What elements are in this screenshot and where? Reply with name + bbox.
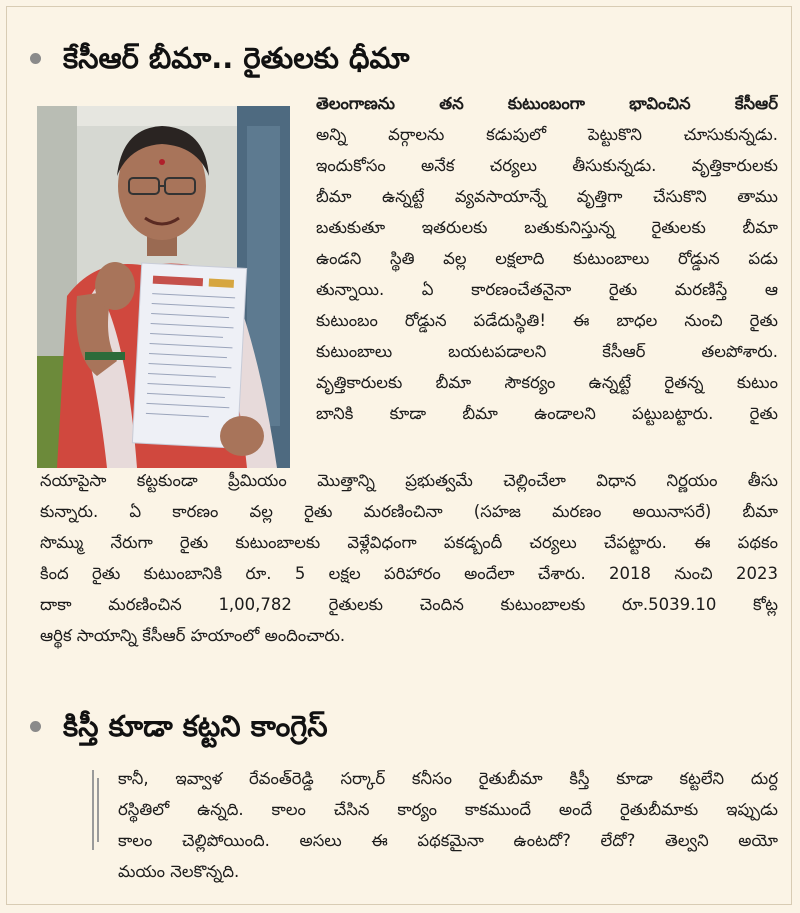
text-line: బానికి కూడా బీమా ఉండాలని పట్టుబట్టారు. రైతు xyxy=(316,404,778,423)
text-line: సొమ్ము నేరుగా రైతు కుటుంబాలకు వెళ్లేవిధంగా పకడ్బందీ చర్యలు చేపట్టారు. ఈ పథకం xyxy=(40,533,778,552)
text-line: తెలంగాణను తన కుటుంబంగా భావించిన కేసీఆర్ xyxy=(316,94,778,113)
bullet-icon xyxy=(30,53,41,64)
bullet-icon xyxy=(30,721,41,732)
text-line: కున్నారు. ఏ కారణం వల్ల రైతు మరణించినా (సహజ మరణం అయినాసరే) బీమా xyxy=(40,502,778,521)
heading-2-text: కిస్తీ కూడా కట్టని కాంగ్రెస్ xyxy=(63,709,328,743)
text-line: బీమా ఉన్నట్టే వ్యవసాయాన్నే వృత్తిగా చేసుకొని తాము xyxy=(316,187,778,206)
text-line: తున్నాయి. ఏ కారణంచేతనైనా రైతు మరణిస్తే ఆ xyxy=(316,280,778,299)
text-line: అన్ని వర్గాలను కడుపులో పెట్టుకొని చూసుకున్నడు. xyxy=(316,125,778,144)
heading-1-text: కేసీఆర్ బీమా.. రైతులకు ధీమా xyxy=(63,41,410,75)
text-line: వృత్తికారులకు బీమా సౌకర్యం ఉన్నట్టే రైతన్న కుటుం xyxy=(316,373,778,392)
paragraph-3 xyxy=(118,763,778,887)
photo-illustration xyxy=(37,106,290,468)
section-heading-1 xyxy=(30,40,410,76)
section-heading-2 xyxy=(30,708,328,744)
paragraph-1 xyxy=(316,88,778,429)
paragraph-2 xyxy=(40,465,778,651)
text-line: రస్థితిలో ఉన్నది. కాలం చేసిన కార్యం కాకముందే అందే రైతుబీమాకు ఇప్పుడు xyxy=(118,800,778,819)
text-line: కాలం చెల్లిపోయింది. అసలు ఈ పథకమైనా ఉంటదో? లేదో? తెల్వని అయో xyxy=(118,831,778,850)
text-line: నయాపైసా కట్టకుండా ప్రీమియం మొత్తాన్ని ప్రభుత్వమే చెల్లించేలా విధాన నిర్ణయం తీసు xyxy=(40,471,778,490)
quote-bar xyxy=(92,770,94,850)
text-line: కుటుంబాలు బయటపడాలని కేసీఆర్ తలపోశారు. xyxy=(316,342,778,361)
text-line: కుటుంబం రోడ్డున పడేదుస్థితి! ఈ బాధల నుంచి రైతు xyxy=(316,311,778,330)
text-line: కింద రైతు కుటుంబానికి రూ. 5 లక్షల పరిహారం అందేలా చేశారు. 2018 నుంచి 2023 xyxy=(40,564,778,583)
text-line: కానీ, ఇవ్వాళ రేవంత్‌రెడ్డి సర్కార్ కనీసం రైతుబీమా కిస్తీ కూడా కట్టలేని దుర్ద xyxy=(118,769,778,788)
text-line: ఇందుకోసం అనేక చర్యలు తీసుకున్నడు. వృత్తికారులకు xyxy=(316,156,778,175)
text-line: ఉండని స్థితి వల్ల లక్షలాది కుటుంబాలు రోడ్డున పడు xyxy=(316,249,778,268)
article-photo xyxy=(37,106,290,468)
text-line: దాకా మరణించిన 1,00,782 రైతులకు చెందిన కుటుంబాలకు రూ.5039.10 కోట్ల xyxy=(40,595,778,614)
text-line: మయం నెలకొన్నది. xyxy=(118,862,240,881)
text-line: ఆర్థిక సాయాన్ని కేసీఆర్ హయాంలో అందించారు. xyxy=(40,626,346,645)
text-line: బతుకుతూ ఇతరులకు బతుకునిస్తున్న రైతులకు బీమా xyxy=(316,218,778,237)
quote-bar xyxy=(97,778,99,842)
